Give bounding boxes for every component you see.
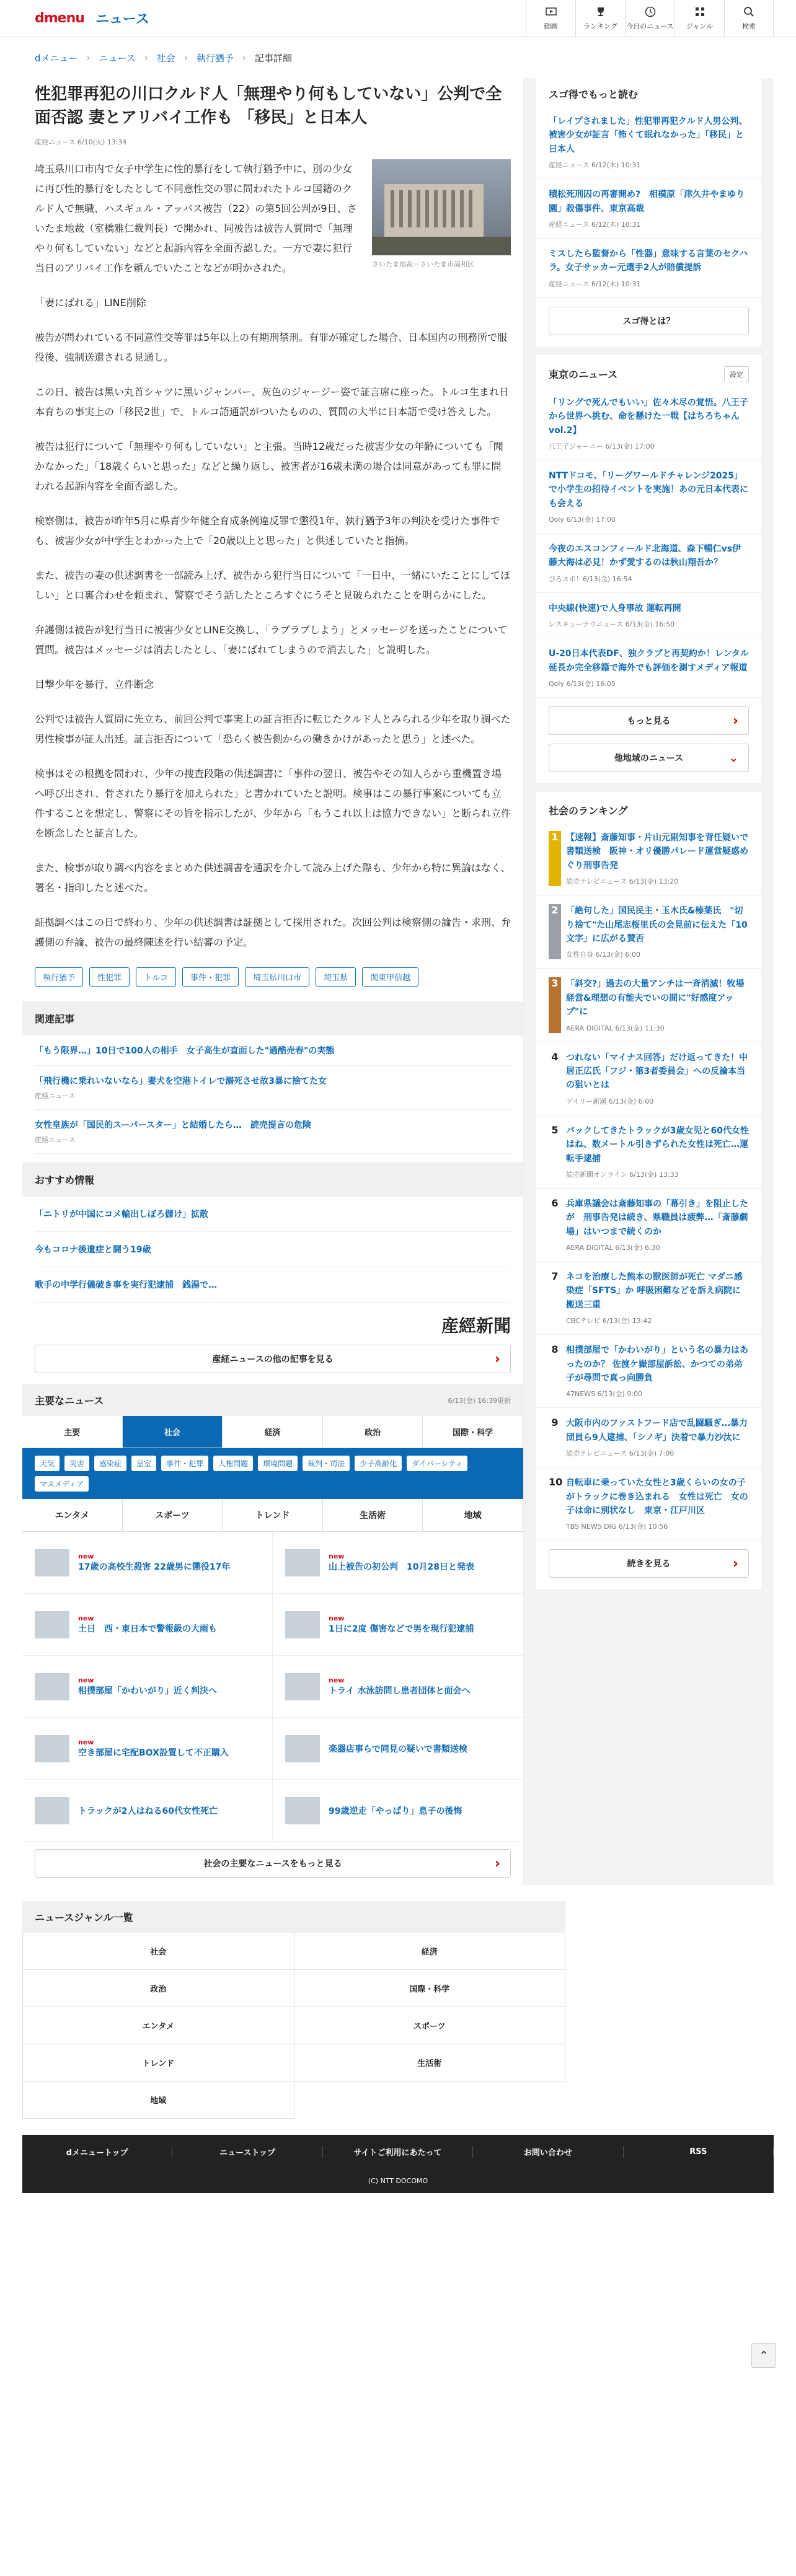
genre-link[interactable]: 生活術	[294, 2044, 566, 2081]
dmenu-logo[interactable]: dmenu	[35, 11, 84, 26]
ranking-item[interactable]: 3 「斜交?」過去の大量アンチは一斉消滅！牧場経営&理想の有能夫でいの間に"好感度アップ"に AERA DIGITAL 6/13(金) 11:30	[536, 969, 761, 1042]
nav-today[interactable]: 今日のニュース	[625, 0, 674, 37]
subtag[interactable]: ダイバーシティ	[407, 1456, 467, 1471]
footer-link[interactable]: お問い合わせ	[473, 2146, 623, 2158]
article-subheading: 「妻にばれる」LINE削除	[35, 297, 146, 309]
recommend-item[interactable]: 歌手の中学行儀破き事を実行犯逮捕 銭湯で…	[35, 1267, 511, 1303]
news-thumbnail	[35, 1611, 69, 1638]
nav-video[interactable]: 動画	[526, 0, 575, 37]
article-meta: 産経ニュース 6/10(火) 13:34	[35, 138, 127, 147]
news-item[interactable]: new 空き部屋に宅配BOX設置して不正購入	[22, 1718, 273, 1780]
article-figure	[372, 159, 511, 269]
sugotoku-heading: スゴ得でもっと読む	[536, 78, 761, 106]
genre-link[interactable]: スポーツ	[294, 2007, 566, 2044]
breadcrumb-dmenu[interactable]: dメニュー	[35, 52, 78, 64]
recommend-item[interactable]: 「ニトリが中国にコメ輸出しぼろ儲け」拡散	[35, 1197, 511, 1232]
sugotoku-about-button[interactable]: スゴ得とは？	[549, 307, 749, 335]
subtag[interactable]: 環境問題	[258, 1456, 298, 1471]
article-paragraph: 検察側は、被告が昨年5月に県青少年健全育成条例違反罪で懲役1年、執行猶予3年の判決を受けた事件でも、被害少女が中学生とわかった上で「20歳以上と思った」と供述していたと指摘。	[35, 515, 500, 547]
article-paragraph: 証拠調べはこの日で終わり、少年の供述調書は証拠として採用された。次回公判は検察側の論告・求刑、弁護側の弁論、被告の最終陳述を行い結審の予定。	[35, 917, 511, 949]
site-header	[0, 0, 796, 37]
article-paragraph: 被告は犯行について「無理やり何もしていない」と主張。当時12歳だった被害少女の年齢についても「聞かなかった」「18歳くらいと思った」などと繰り返し、被害者が16歳未満の場合は同意があっても罪に問われる起訴内容を全面否認した。	[35, 441, 503, 493]
header-nav	[526, 0, 774, 37]
back-to-top-button[interactable]	[751, 2343, 776, 2368]
content-wrap	[0, 78, 796, 1885]
ranking-more-button[interactable]: 続きを見る ›	[549, 1549, 749, 1578]
news-thumbnail	[35, 1549, 69, 1576]
genre-link[interactable]: 政治	[23, 1970, 294, 2007]
ranking-item[interactable]: 10 自転車に乗っていた女性と3歳くらいの女の子がトラックに巻き込まれる 女性は死亡 女の子は命に別状なし 東京・江戸川区 TBS NEWS DIG 6/13(金) 10:56	[536, 1467, 761, 1541]
trophy-icon	[595, 6, 607, 18]
article-tags	[35, 967, 511, 987]
sidebar	[523, 78, 774, 1885]
article-paragraph: また、検事が取り調べ内容をまとめた供述調書を通訳を介して読み上げた際も、少年から特に異論はなく、署名・指印したと述べた。	[35, 862, 511, 894]
search-icon	[743, 6, 755, 18]
related-item[interactable]: 「飛行機に乗れいないなら」妻犬を空港トイレで溺死させ故3暴に捨てた女 産経ニュース	[35, 1066, 511, 1110]
news-item[interactable]: 楽器店事らで同見の疑いで書類送検	[273, 1718, 523, 1780]
article-title: 性犯罪再犯の川口クルド人「無理やり何もしていない」公判で全面否認 妻とアリバイ工作も 「移民」と日本人	[35, 85, 502, 127]
sugotoku-item[interactable]: 「レイプされました」性犯罪再犯クルド人男公判、被害少女が証言「怖くて眠れなかった」「移民」と日本人 産経ニュース 6/12(木) 10:31	[536, 106, 761, 179]
more-sankei-button[interactable]: 産経ニュースの他の記事を見る ›	[35, 1345, 511, 1373]
region-setting-button[interactable]: 設定	[724, 366, 749, 382]
logo-area[interactable]	[35, 9, 149, 28]
tab-entame[interactable]: エンタメ	[22, 1499, 123, 1532]
article-body	[35, 159, 511, 952]
tokyo-news-item[interactable]: 「リングで死んでもいい」佐々木尽の覚悟。八王子から世界へ挑む、命を懸けた一戦【はちろちゃんvol.2】 八王子ジャーニー 6/13(金) 17:00	[536, 387, 761, 460]
news-item[interactable]: new 山上被告の初公判 10月28日と発表	[273, 1532, 523, 1594]
news-thumbnail	[35, 1797, 69, 1824]
breadcrumb-probation[interactable]: 執行猶予	[196, 52, 234, 64]
ranking-item[interactable]: 2 「絶句した」国民民主・玉木氏&榛葉氏 "切り捨て"た山尾志桜里氏の会見前に伝えた「10文字」に広がる賛否 女性自身 6/13(金) 6:00	[536, 895, 761, 969]
breadcrumb-society[interactable]: 社会	[156, 52, 175, 64]
tab-sports[interactable]: スポーツ	[123, 1499, 223, 1532]
main-news-list	[22, 1532, 523, 1842]
main-news-tabs	[22, 1416, 523, 1448]
sankei-logo: 産經新聞	[441, 1316, 511, 1337]
related-heading: 関連記事	[22, 1001, 523, 1035]
chevron-up-icon: ⌃	[759, 2349, 769, 2362]
tab-economy[interactable]: 経済	[223, 1416, 323, 1448]
ranking-item[interactable]: 9 大阪市内のファストフード店で乱闘騒ぎ…暴力団員ら9人逮捕、「シノギ」決着で暴力沙汰に 読売テレビニュース 6/13(金) 7:00	[536, 1408, 761, 1467]
subtag[interactable]: 災害	[64, 1456, 89, 1471]
tab-main[interactable]: 主要	[22, 1416, 123, 1448]
genre-link[interactable]: 社会	[23, 1933, 294, 1970]
tab-life[interactable]: 生活術	[323, 1499, 423, 1532]
footer-link[interactable]: dメニュートップ	[22, 2146, 172, 2158]
tokyo-news-item[interactable]: 中央線(快速)で人身事故 運転再開 レスキューナウニュース 6/13(金) 16:50	[536, 593, 761, 638]
sugotoku-item[interactable]: 積松死刑囚の再審開め? 相模原「津久井やまゆり園」殺傷事件、東京高裁 産経ニュース 6/12(木) 10:31	[536, 179, 761, 239]
genre-link[interactable]: 国際・科学	[294, 1970, 566, 2007]
genre-list	[22, 1901, 565, 2119]
news-thumbnail	[35, 1735, 69, 1762]
ranking-item[interactable]: 4 つれない「マイナス回答」だけ返ってきた！中居正広氏「フジ・第3者委員会」への反論本当の狙いとは デイリー新潮 6/13(金) 6:00	[536, 1042, 761, 1115]
article-paragraph: 公判では被告人質問に先立ち、前回公判で事実上の証言拒否に転じたクルド人とみられる少年を取り調べた男性検事が証人出廷。証言拒否について「恐らく被告側からの働きかけがあったと思う」と述べた。	[35, 713, 511, 745]
genre-link[interactable]: 地域	[23, 2081, 294, 2119]
tokyo-news-item[interactable]: NTTドコモ、「リーグワールドチャレンジ2025」で小学生の招待イベントを実施！あの元日本代表にも会える Qoly 6/13(金) 17:00	[536, 460, 761, 534]
tokyo-news-item[interactable]: U-20日本代表DF、独クラブと再契約か！レンタル延長か完全移籍で海外でも評価を測すメディア報道 Qoly 6/13(金) 16:05	[536, 638, 761, 698]
nav-search[interactable]: 検索	[724, 0, 774, 37]
article-paragraph: この日、被告は黒い丸首シャツに黒いジャンパー、灰色のジャージー姿で証言席に座った。トルコ生まれ日本育ちの事実上の「移民2世」で、トルコ語通訳がついたものの、質問の大半に日本語で受け答えした。	[35, 386, 509, 418]
sugotoku-item[interactable]: ミスしたら監督から「性器」意味する言葉のセクハラ。女子サッカー元選手2人が賠償提訴 産経ニュース 6/12(木) 10:31	[536, 239, 761, 298]
article-paragraph: 被告が問われている不同意性交等罪は5年以上の有期刑禁刑。有罪が確定した場合、日本国内の刑務所で服役後、強制送還される見通し。	[35, 332, 508, 364]
subtag[interactable]: 天気	[35, 1456, 60, 1471]
breadcrumb-separator: ›	[184, 52, 188, 63]
tag-link[interactable]: 埼玉県	[316, 967, 356, 987]
news-item[interactable]: 99歳逆走「やっぱり」息子の後悔	[273, 1780, 523, 1842]
nav-ranking[interactable]: ランキング	[575, 0, 625, 37]
related-item[interactable]: 女性皇族が「国民的スーパースター」と結婚したら… 読売提言の危険 産経ニュース	[35, 1110, 511, 1154]
grid-icon	[694, 6, 706, 18]
tokyo-news-header: 東京のニュース 設定	[536, 358, 761, 387]
news-section-title[interactable]: ニュース	[95, 12, 149, 27]
genre-link[interactable]: トレンド	[23, 2044, 294, 2081]
article-paragraph: また、被告の妻の供述調書を一部読み上げ、被告から犯行当日について「一日中、一緒にいたことにしてほしい」と口裏合わせを頼まれ、警察でそう話したところすぐにうそと見破られたことを明らかにした。	[35, 569, 511, 602]
photo-caption: さいたま地裁＝さいたま市浦和区	[372, 260, 474, 269]
article-subheading: 目撃少年を暴行、立件断念	[35, 679, 154, 691]
tokyo-news-item[interactable]: 今夜のエスコンフィールド北海道、森下暢仁vs伊藤大海は必見！かず愛するのは秋山翔吾か？ ぴろスポ！6/13(金) 16:54	[536, 534, 761, 593]
subtag[interactable]: 皇室	[131, 1456, 156, 1471]
society-subtags	[22, 1448, 523, 1499]
subtag[interactable]: 少子高齢化	[355, 1456, 402, 1471]
recommend-item[interactable]: 今もコロナ後遺症と闘う19歳	[35, 1232, 511, 1267]
news-thumbnail	[285, 1673, 320, 1700]
recommend-heading: おすすめ情報	[22, 1163, 523, 1197]
breadcrumb-separator: ›	[86, 52, 91, 63]
tag-link[interactable]: 関東甲信越	[362, 967, 418, 987]
news-thumbnail	[285, 1549, 320, 1576]
news-item[interactable]: トラックが2人はねる60代女性死亡	[22, 1780, 273, 1842]
sugotoku-card	[536, 78, 761, 346]
tab-society[interactable]: 社会	[123, 1416, 223, 1448]
footer-nav	[22, 2135, 774, 2168]
video-icon	[545, 6, 557, 18]
breadcrumb-separator: ›	[144, 52, 148, 63]
news-thumbnail	[285, 1797, 320, 1824]
ranking-item[interactable]: 6 兵庫県議会は斎藤知事の「幕引き」を阻止したが 刑事告発は続き、県職員は疲弊…「斎藤劇場」はいつまで続くのか AERA DIGITAL 6/13(金) 6:30	[536, 1189, 761, 1262]
subtag[interactable]: 感染症	[94, 1456, 126, 1471]
footer-link[interactable]: RSS	[624, 2147, 774, 2156]
genre-list-heading: ニュースジャンル一覧	[22, 1901, 565, 1933]
article-photo[interactable]	[372, 159, 511, 255]
news-thumbnail	[35, 1673, 69, 1700]
article-paragraph: 埼玉県川口市内で女子中学生に性的暴行をして執行猶予中に、別の少女に再び性的暴行をしたとして不同意性交の罪に問われたトルコ国籍のクルド人で無職、ハスギュル・アッバス被告（22）の第5回公判が9日、さいたま地裁（室橋雅仁裁判長）で開かれ、同被告は被告人質問で「無理やり何もしていない」などと起訴内容を全面否認した。一方で妻に犯行当日のアリバイ工作を頼んでいたことなどが明かされた。	[35, 163, 357, 275]
site-footer	[22, 2135, 774, 2193]
ranking-item[interactable]: 5 バックしてきたトラックが3歳女児と60代女性はね、数メートル引きずられた女性は死亡…運転手逮捕 読売新聞オンライン 6/13(金) 13:33	[536, 1115, 761, 1189]
breadcrumb-current: 記事詳細	[254, 52, 292, 64]
nav-genre[interactable]: ジャンル	[674, 0, 724, 37]
news-item[interactable]: new 17歳の高校生殺害 22歳男に懲役17年	[22, 1532, 273, 1594]
news-item[interactable]: new 相撲部屋「かわいがり」近く判決へ	[22, 1656, 273, 1718]
ranking-heading: 社会のランキング	[536, 794, 761, 822]
main-news-updated: 6/13(金) 16:39更新	[448, 1396, 511, 1405]
news-thumbnail	[285, 1611, 320, 1638]
tab-region[interactable]: 地域	[423, 1499, 523, 1532]
news-item[interactable]: new 土日 西・東日本で警報級の大雨も	[22, 1594, 273, 1656]
related-item[interactable]: 「もう限界…」10日で100人の相手 女子高生が直面した"過酷売春"の実態	[35, 1035, 511, 1066]
news-item[interactable]: new トライ 水泳訪問し患者団体と面会へ	[273, 1656, 523, 1718]
footer-link[interactable]: サイトご利用にあたって	[323, 2146, 473, 2158]
subtag[interactable]: 事件・犯罪	[161, 1456, 208, 1471]
genre-link[interactable]: エンタメ	[23, 2007, 294, 2044]
footer-link[interactable]: ニューストップ	[172, 2146, 322, 2158]
news-item[interactable]: new 1日に2度 傷害などで男を現行犯逮捕	[273, 1594, 523, 1656]
ranking-item[interactable]: 8 相撲部屋で「かわいがり」という名の暴力はあったのか？ 佐渡ケ嶽部屋訴訟、かつての弟弟子が尋問で真っ向勝負 47NEWS 6/13(金) 9:00	[536, 1335, 761, 1408]
tab-politics[interactable]: 政治	[323, 1416, 423, 1448]
tag-link[interactable]: 埼玉県川口市	[245, 967, 309, 987]
main-news-header	[22, 1384, 523, 1416]
ranking-item[interactable]: 7 ネコを治療した熊本の獣医師が死亡 マダニ感染症「SFTS」か 呼吸困難などを訴え病院に搬送三重 CBCテレビ 6/13(金) 13:42	[536, 1262, 761, 1335]
copyright: (C) NTT DOCOMO	[22, 2168, 774, 2193]
main-column	[22, 78, 523, 1885]
tag-link[interactable]: 執行猶予	[35, 967, 83, 987]
subtag[interactable]: マスメディア	[35, 1476, 89, 1492]
main-news-heading: 主要なニュース	[35, 1395, 104, 1407]
more-society-news-button[interactable]: 社会の主要なニュースをもっと見る ›	[35, 1849, 511, 1878]
article-paragraph: 弁護側は被告が犯行当日に被害少女とLINE交換し、「ラブラブしよう」とメッセージを送ったことについて質問。被告はメッセージは消去したとし、「妻にばれてしまうので消去した」と説明した。	[35, 624, 508, 656]
breadcrumb-separator: ›	[242, 52, 246, 63]
ranking-item[interactable]: 1 【速報】斎藤知事・片山元副知事を背任疑いで書類送検 阪神・オリ優勝パレード運営疑惑めぐり刑事告発 読売テレビニュース 6/13(金) 13:20	[536, 822, 761, 895]
genre-link[interactable]: 経済	[294, 1933, 566, 1970]
article-paragraph: 検事はその根拠を問われ、少年の捜査段階の供述調書に「事件の翌日、被告やその知人らから重機置き場へ呼び出され、骨されたり暴行を加えられた」と書かれていたと説明。検事はこの暴行事案についても立件することを想定し、警察にその旨を指示したが、少年から「もうこれ以上は協力できない」と断られ立件を断念したと証言した。	[35, 768, 511, 840]
breadcrumb	[0, 37, 796, 78]
tab-international[interactable]: 国際・科学	[423, 1416, 523, 1448]
tokyo-more-button[interactable]: もっと見る ›	[549, 706, 749, 735]
subtag[interactable]: 裁判・司法	[303, 1456, 350, 1471]
other-region-button[interactable]: 他地域のニュース ⌄	[549, 744, 749, 772]
tag-link[interactable]: トルコ	[136, 967, 176, 987]
breadcrumb-news[interactable]: ニュース	[99, 52, 136, 64]
ranking-card	[536, 792, 761, 1589]
tab-trend[interactable]: トレンド	[223, 1499, 323, 1532]
subtag[interactable]: 人権問題	[213, 1456, 253, 1471]
tag-link[interactable]: 性犯罪	[89, 967, 130, 987]
tokyo-news-card	[536, 355, 761, 783]
genre-tabs	[22, 1499, 523, 1532]
clock-icon	[644, 6, 657, 18]
genre-grid	[22, 1933, 565, 2119]
tag-link[interactable]: 事件・犯罪	[182, 967, 239, 987]
news-thumbnail	[285, 1735, 320, 1762]
